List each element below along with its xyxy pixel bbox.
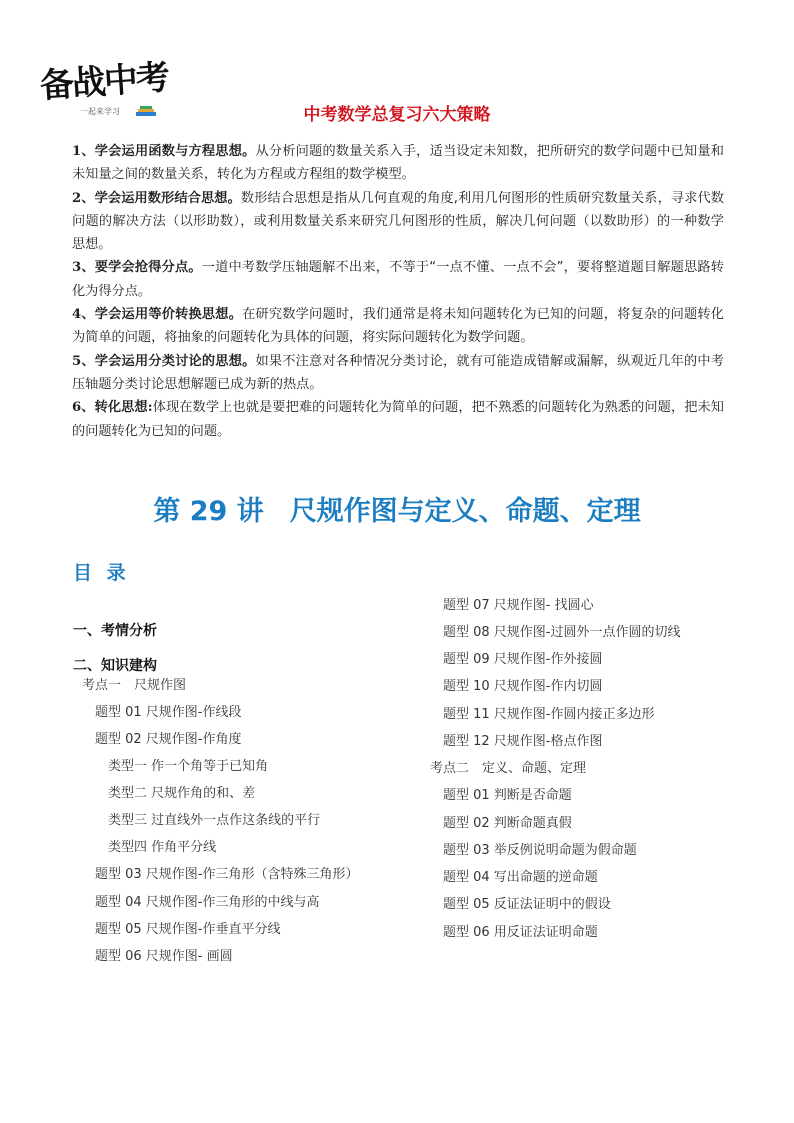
strategy-item: 3、要学会抢得分点。一道中考数学压轴题解不出来，不等于“一点不懂、一点不会”，要将整道题目解题思路转化为得分点。 [72,260,724,299]
logo-subtitle: 一起来学习 [80,107,120,116]
strategy-item: 6、转化思想:体现在数学上也就是要把难的问题转化为简单的问题，把不熟悉的问题转化为熟悉的问题，把未知的问题转化为已知的问题。 [72,400,724,439]
strategy-item: 4、学会运用等价转换思想。在研究数学问题时，我们通常是将未知问题转化为已知的问题，将复杂的问题转化为简单的问题，将抽象的问题转化为具体的问题，将实际问题转化为数学问题。 [72,307,724,346]
toc-entry[interactable]: 题型 06 尺规作图- 画圆 [95,949,233,964]
toc-entry[interactable]: 类型三 过直线外一点作这条线的平行 [108,813,321,828]
toc-entry[interactable]: 考点一 尺规作图 [82,678,187,693]
toc-section-knowledge[interactable]: 二、知识建构 [73,658,157,674]
toc-entry[interactable]: 题型 03 尺规作图-作三角形（含特殊三角形） [95,867,359,882]
lecture-topic: 尺规作图与定义、命题、定理 [289,496,641,527]
lecture-number: 第 29 讲 [153,496,264,527]
strategy-item: 1、学会运用函数与方程思想。从分析问题的数量关系入手，适当设定未知数，把所研究的数学问题中已知量和未知量之间的数量关系，转化为方程或方程组的数学模型。 [72,144,724,183]
toc-entry[interactable]: 题型 04 写出命题的逆命题 [443,870,598,885]
strategy-list [72,140,724,443]
toc-heading: 目 录 [73,562,130,584]
toc-entry[interactable]: 题型 01 判断是否命题 [443,788,572,803]
toc-entry[interactable]: 题型 02 判断命题真假 [443,816,572,831]
strategy-item: 5、学会运用分类讨论的思想。如果不注意对各种情况分类讨论，就有可能造成错解或漏解，纵观近几年的中考压轴题分类讨论思想解题已成为新的热点。 [72,353,724,392]
toc-entry[interactable]: 考点二 定义、命题、定理 [430,761,587,776]
toc-entry[interactable]: 题型 09 尺规作图-作外接圆 [443,652,603,667]
toc-entry[interactable]: 题型 11 尺规作图-作圆内接正多边形 [443,707,655,722]
toc-entry[interactable]: 题型 08 尺规作图-过圆外一点作圆的切线 [443,625,681,640]
toc-entry[interactable]: 题型 07 尺规作图- 找圆心 [443,598,594,613]
toc-entry[interactable]: 题型 12 尺规作图-格点作图 [443,734,603,749]
toc-entry[interactable]: 题型 05 尺规作图-作垂直平分线 [95,922,281,937]
toc-entry[interactable]: 类型四 作角平分线 [108,840,217,855]
toc-entry[interactable]: 题型 04 尺规作图-作三角形的中线与高 [95,895,320,910]
toc-entry[interactable]: 题型 10 尺规作图-作内切圆 [443,679,603,694]
strategy-item: 2、学会运用数形结合思想。数形结合思想是指从几何直观的角度,利用几何图形的性质研究数量关系，寻求代数问题的解决方法（以形助数），或利用数量关系来研究几何图形的性质，解决几何问题（以数助形）的一种数学思想。 [72,190,724,253]
toc-section-analysis[interactable]: 一、考情分析 [73,623,157,639]
document-title: 中考数学总复习六大策略 [303,105,491,125]
toc-entry[interactable]: 类型一 作一个角等于已知角 [108,759,269,774]
toc-entry[interactable]: 题型 05 反证法证明中的假设 [443,897,611,912]
toc-entry[interactable]: 题型 06 用反证法证明命题 [443,925,598,940]
lecture-title [0,494,794,530]
toc-entry[interactable]: 题型 03 举反例说明命题为假命题 [443,843,637,858]
toc-entry[interactable]: 题型 01 尺规作图-作线段 [95,705,242,720]
logo-text: 备战中考 [38,57,170,107]
toc-entry[interactable]: 类型二 尺规作角的和、差 [108,786,256,801]
toc-entry[interactable]: 题型 02 尺规作图-作角度 [95,732,242,747]
